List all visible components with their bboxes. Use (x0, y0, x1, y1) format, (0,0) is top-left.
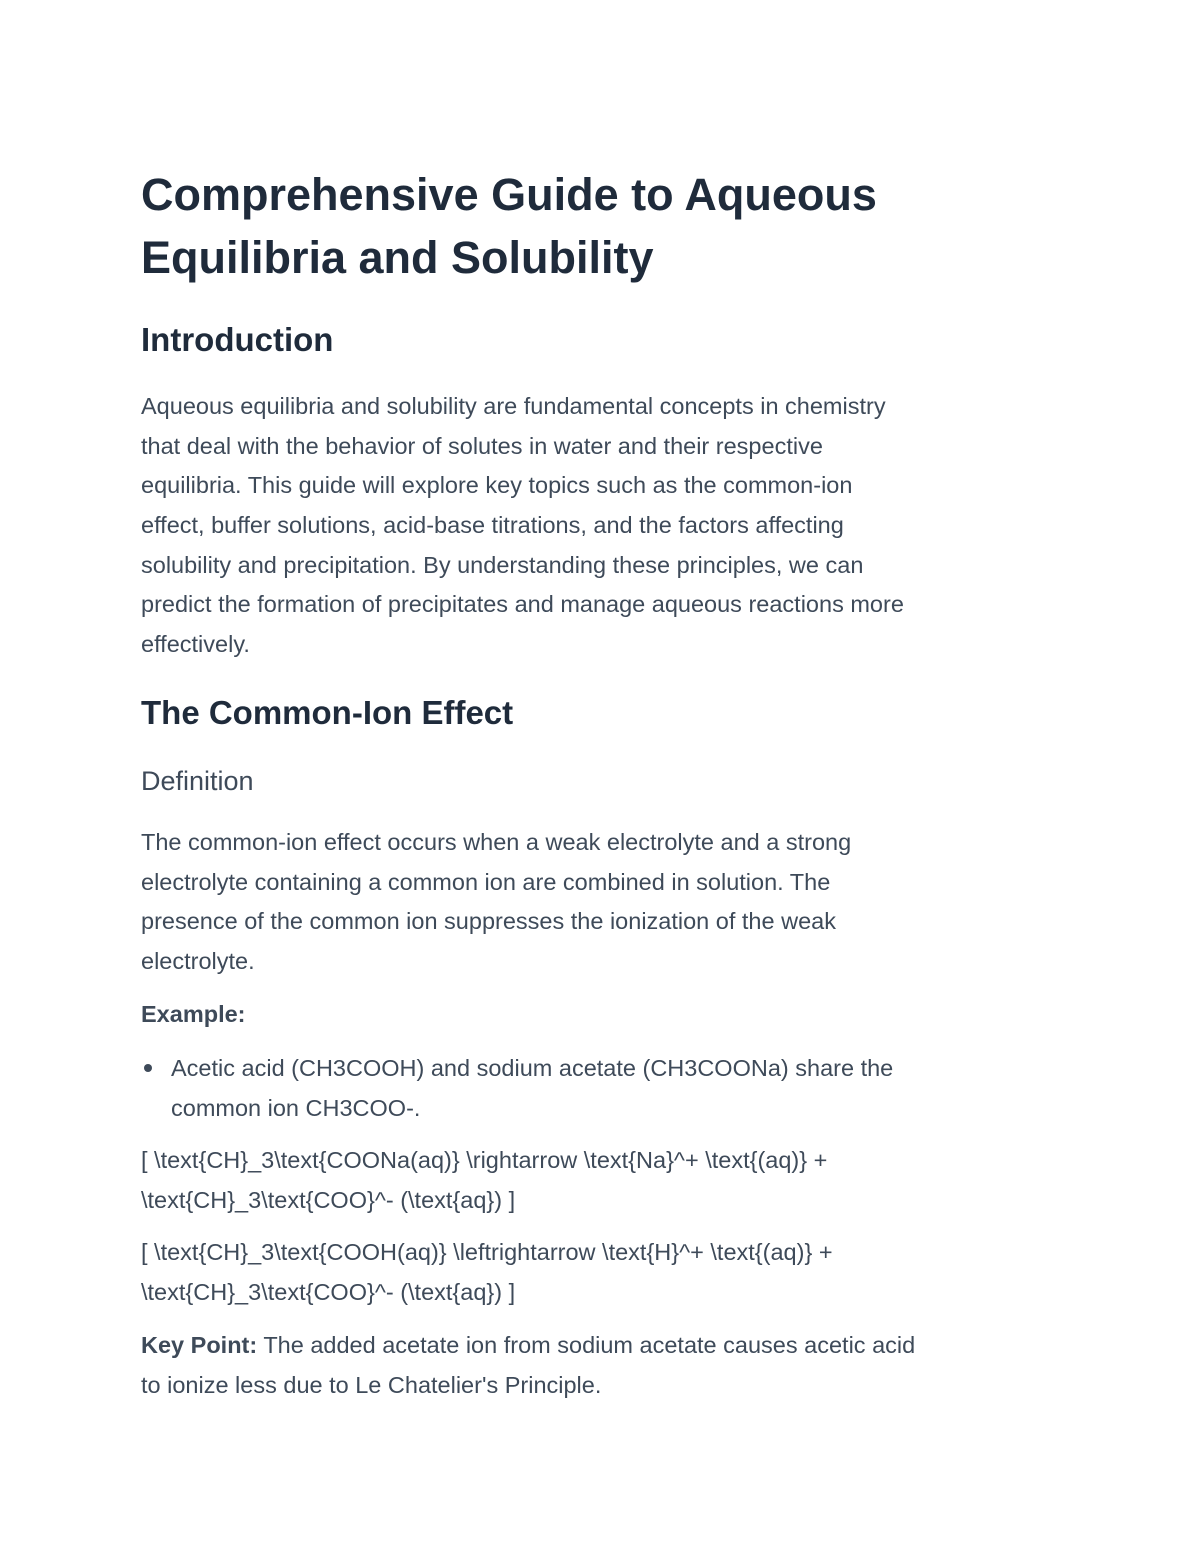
bullet-icon (144, 1064, 152, 1072)
equation-1 (141, 1141, 827, 1220)
key-point-line (141, 1326, 915, 1366)
heading-introduction: Introduction (141, 321, 334, 358)
paragraph-line: effect, buffer solutions, acid-base titrations, and the factors affecting (141, 512, 844, 539)
document-title (141, 163, 877, 289)
paragraph-line: The common-ion effect occurs when a weak electrolyte and a strong (141, 829, 852, 855)
equation-line: [ \text{CH}_3\text{COOH(aq)} \leftrightarrow \text{H}^+ \text{(aq)} + (141, 1239, 833, 1265)
key-point-line: to ionize less due to Le Chatelier's Principle. (141, 1371, 602, 1398)
equation-line: [ \text{CH}_3\text{COONa(aq)} \rightarrow \text{Na}^+ \text{(aq)} + (141, 1147, 828, 1173)
paragraph-line: electrolyte containing a common ion are combined in solution. The (141, 868, 831, 895)
key-point-text: The added acetate ion from sodium acetate causes acetic acid (257, 1332, 916, 1358)
paragraph-line: that deal with the behavior of solutes in water and their respective (141, 432, 823, 459)
bullet-item (171, 1049, 893, 1128)
paragraph-line: solubility and precipitation. By understanding these principles, we can (141, 551, 864, 578)
title-line: Comprehensive Guide to Aqueous (141, 169, 877, 220)
paragraph-line: predict the formation of precipitates and manage aqueous reactions more (141, 591, 904, 618)
key-point (141, 1326, 915, 1405)
key-point-label: Key Point: (141, 1332, 258, 1358)
heading-common-ion-effect: The Common-Ion Effect (141, 694, 514, 731)
bullet-line: Acetic acid (CH3COOH) and sodium acetate (CH3COONa) share the (171, 1055, 894, 1081)
definition-paragraph (141, 823, 851, 982)
paragraph-line: equilibria. This guide will explore key topics such as the common-ion (141, 472, 853, 499)
paragraph-line: effectively. (141, 631, 250, 658)
equation-line: \text{CH}_3\text{COO}^- (\text{aq}) ] (141, 1278, 516, 1305)
bullet-line: common ion CH3COO-. (171, 1094, 421, 1121)
paragraph-line: presence of the common ion suppresses the ionization of the weak (141, 908, 836, 935)
paragraph-line: electrolyte. (141, 948, 255, 975)
example-label: Example: (141, 1001, 246, 1027)
subheading-definition: Definition (141, 766, 254, 796)
equation-line: \text{CH}_3\text{COO}^- (\text{aq}) ] (141, 1186, 516, 1213)
title-line: Equilibria and Solubility (141, 232, 654, 283)
paragraph-line: Aqueous equilibria and solubility are fundamental concepts in chemistry (141, 393, 886, 419)
intro-paragraph (141, 387, 904, 665)
equation-2 (141, 1233, 833, 1312)
